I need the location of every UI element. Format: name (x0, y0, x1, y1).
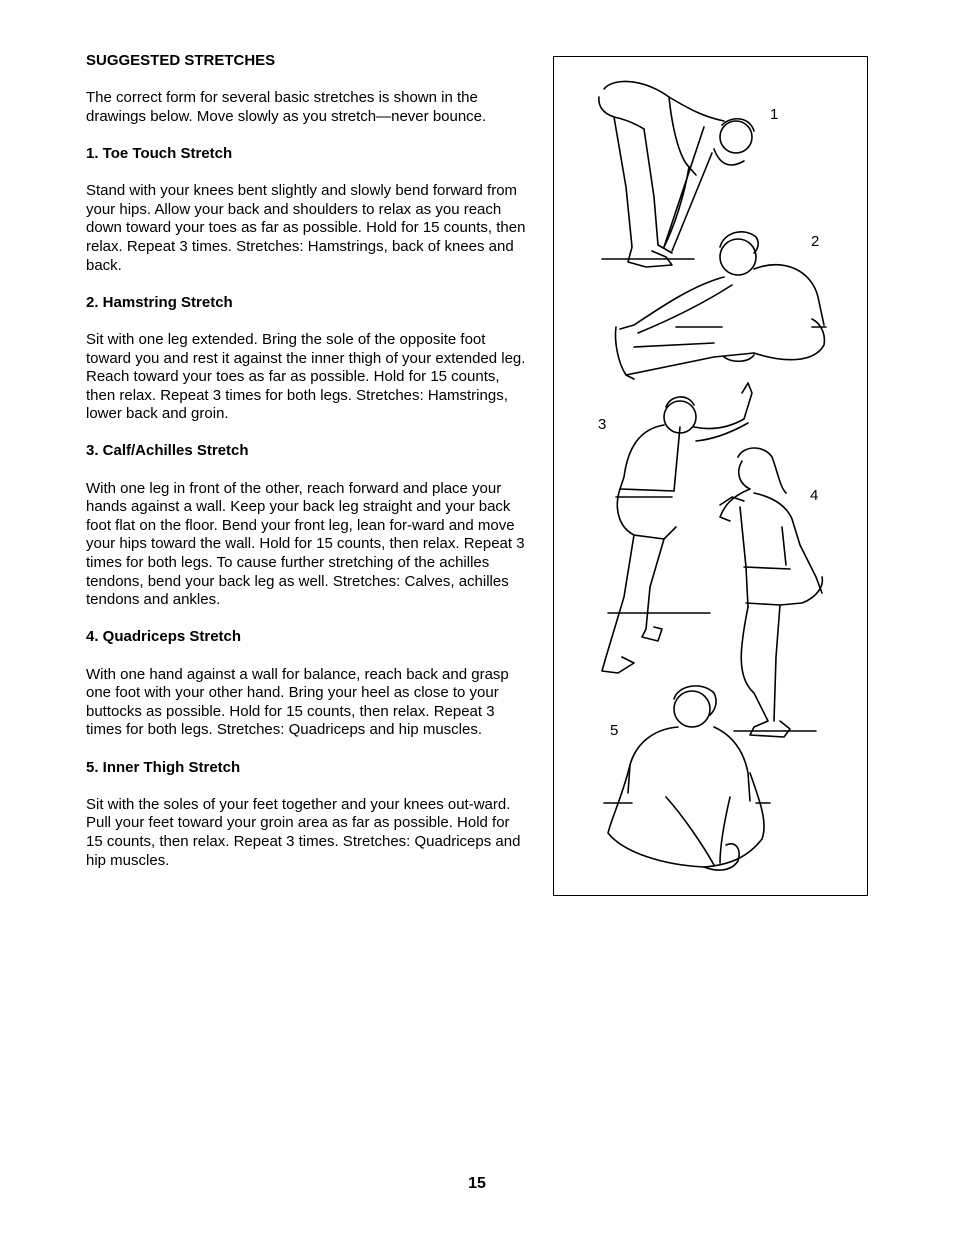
stretch-title-5: 5. Inner Thigh Stretch (86, 758, 241, 776)
stretch-title-3: 3. Calf/Achilles Stretch (86, 442, 249, 460)
stretch-title-2: 2. Hamstring Stretch (86, 293, 233, 311)
stretch-body-2: Sit with one leg extended. Bring the sole of the opposite foot toward you and rest it against the inner thigh of your extended leg. Reach toward your toes as far as possible. Hold for 15 counts, then relax. Repeat 3 times for both legs. Stretches: Hamstrings, lower back and groin. (86, 330, 526, 423)
figure-label-2: 2 (811, 233, 820, 250)
quadriceps-stretch-illustration (720, 448, 822, 737)
text-column (86, 52, 526, 889)
figure-label-5: 5 (610, 722, 619, 739)
stretch-illustrations-box (553, 56, 868, 896)
stretch-body-5: Sit with the soles of your feet together and your knees out-ward. Pull your feet toward your groin area as far as possible. Hold for 15 counts, then relax. Repeat 3 times. Stretches: Quadriceps and hip muscles. (86, 795, 521, 869)
toe-touch-illustration (599, 81, 754, 267)
stretch-body-3: With one leg in front of the other, reach forward and place your hands against a wall. Keep your back leg straight and your back foot flat on the floor. Bend your front leg, lean for-ward and move your hips toward the wall. Hold for 15 counts, then relax. Repeat 3 times for both legs. To cause further stretching of the achilles tendons, bend your back leg as well. Stretches: Calves, achilles tendons and ankles. (86, 479, 525, 609)
hamstring-stretch-illustration (615, 232, 826, 379)
stretch-title-4: 4. Quadriceps Stretch (86, 628, 242, 646)
figure-label-3: 3 (598, 416, 607, 433)
figure-label-4: 4 (810, 487, 819, 504)
intro-paragraph: The correct form for several basic stretches is shown in the drawings below. Move slowly as you stretch—never bounce. (86, 89, 487, 125)
stretch-title-1: 1. Toe Touch Stretch (86, 144, 233, 162)
page-number: 15 (468, 1175, 486, 1192)
stretch-body-1: Stand with your knees bent slightly and slowly bend forward from your hips. Allow your back and shoulders to relax as you reach down toward your toes as far as possible. Hold for 15 counts, then relax. Repeat 3 times. Stretches: Hamstrings, back of knees and back. (86, 182, 526, 274)
inner-thigh-stretch-illustration (604, 686, 770, 870)
section-heading: SUGGESTED STRETCHES (86, 52, 276, 69)
calf-stretch-illustration (602, 383, 752, 673)
stretch-body-4: With one hand against a wall for balance, reach back and grasp one foot with your other hand. Bring your heel as close to your buttocks as possible. Hold for 15 counts, then relax. Repeat 3 times for both legs. Stretches: Quadriceps and hip muscles. (86, 665, 509, 739)
figure-label-1: 1 (770, 106, 779, 123)
